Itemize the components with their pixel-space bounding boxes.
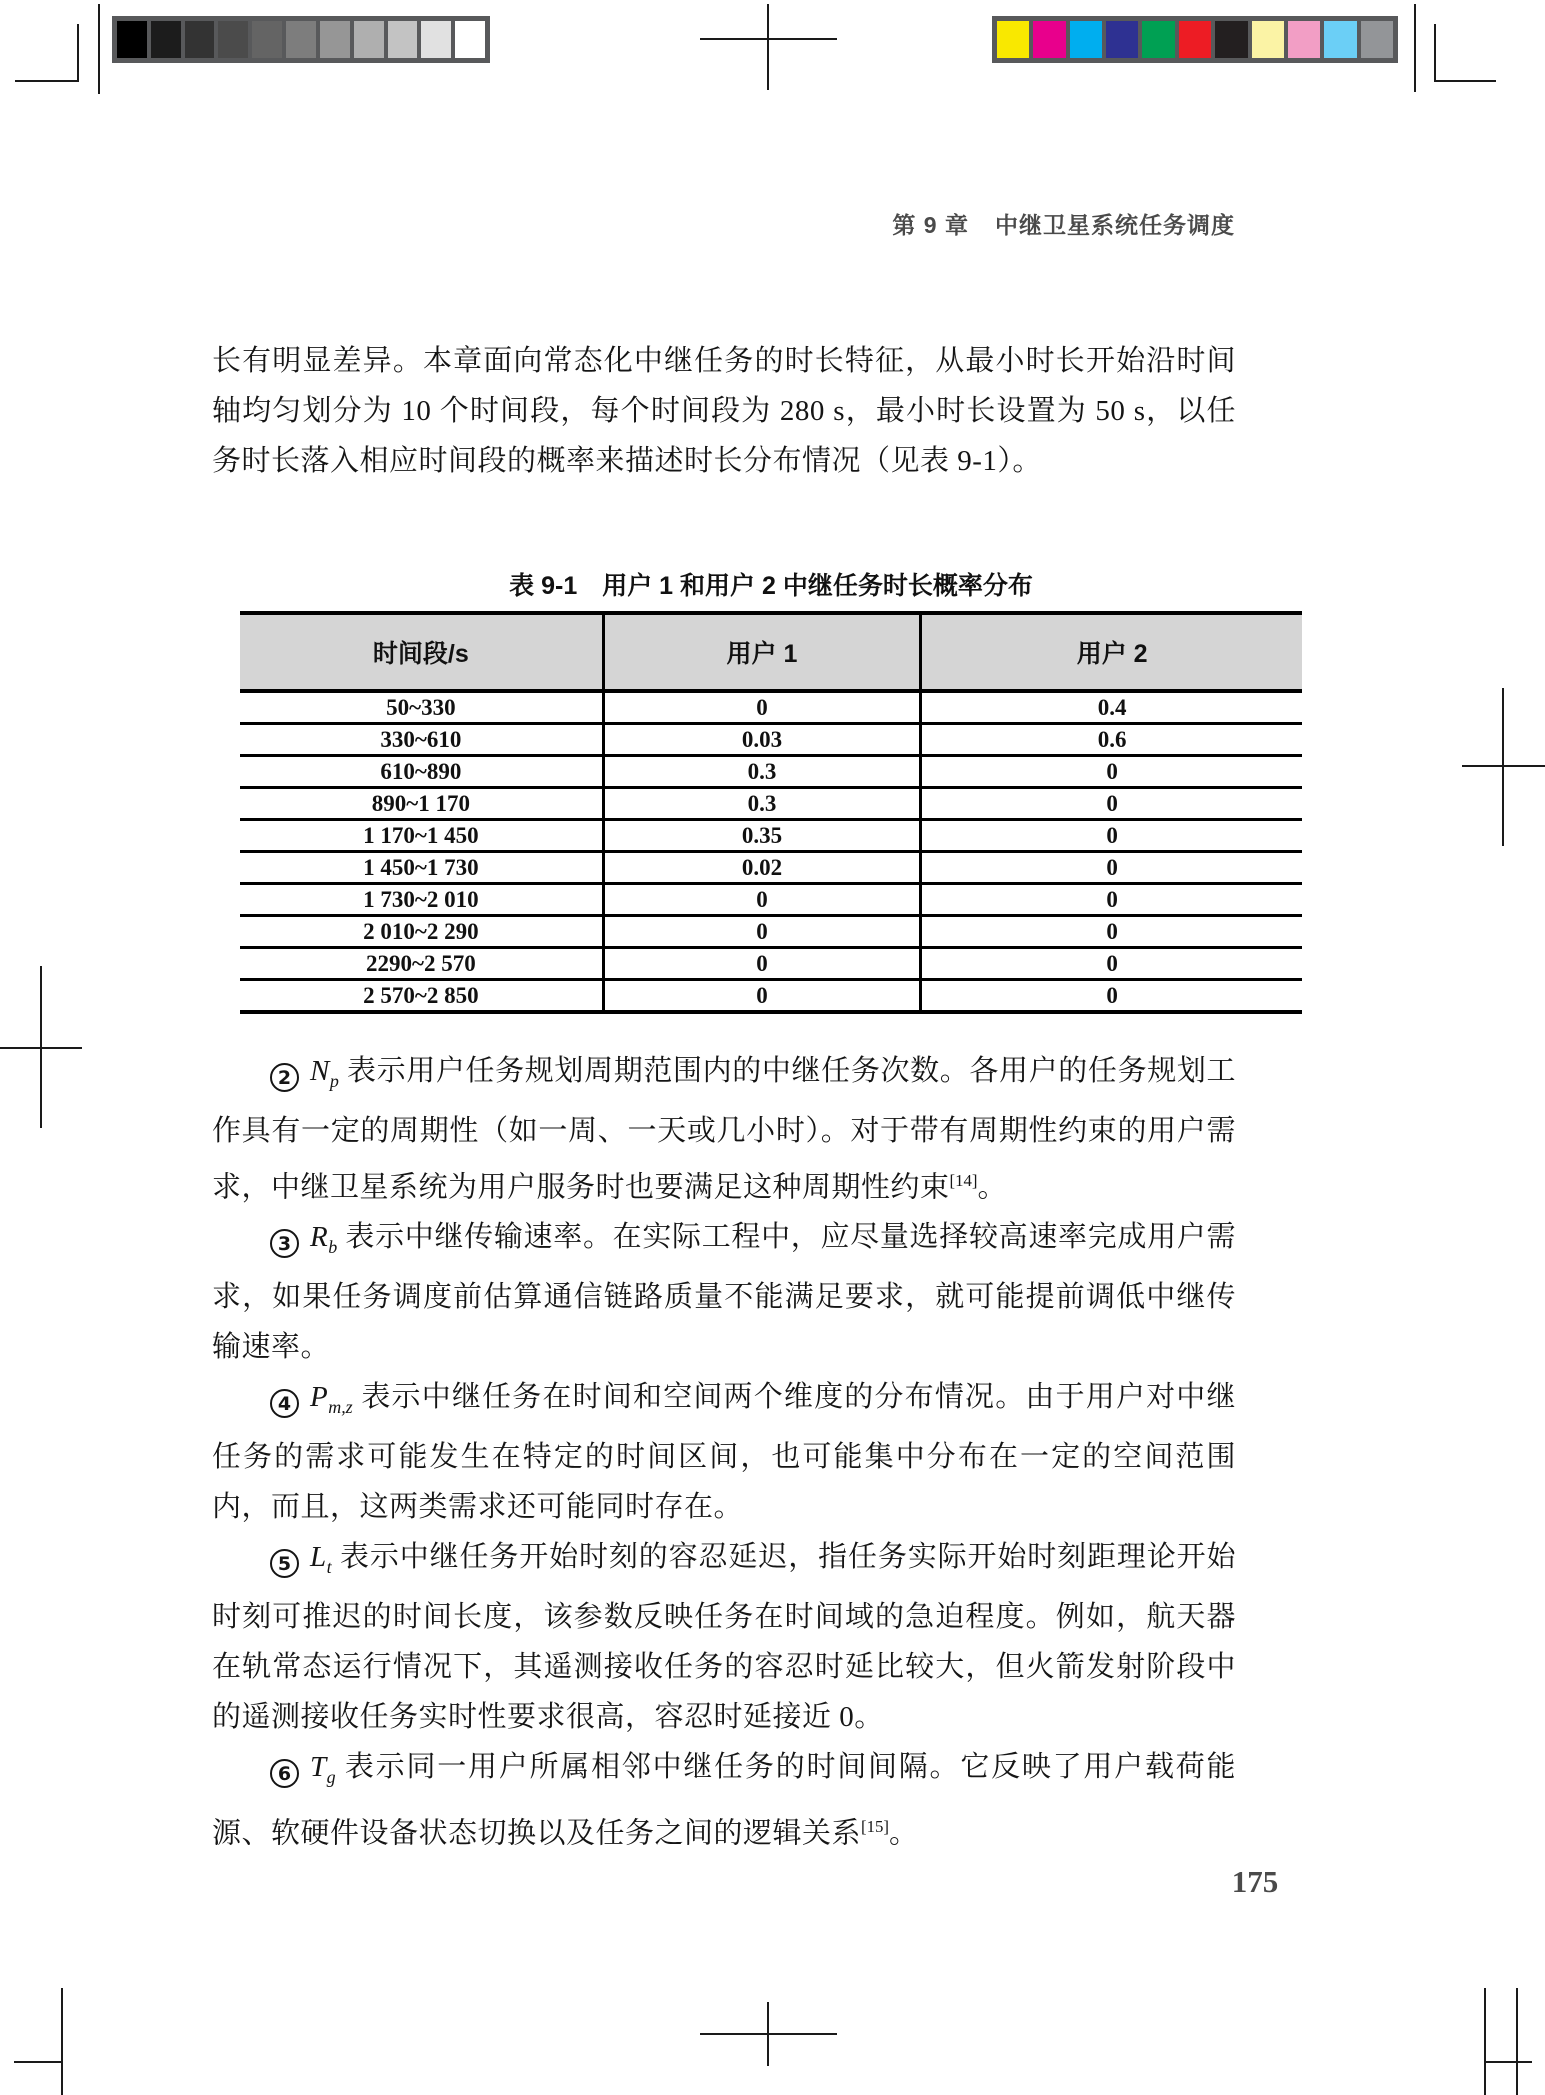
numbered-paragraphs [212,1046,1236,1858]
table-cell: 0 [921,788,1302,820]
calibration-swatch [1324,21,1356,58]
calibration-swatch [388,21,418,58]
calibration-swatch [421,21,451,58]
table-cell: 2 010~2 290 [240,916,603,948]
page-number: 175 [1231,1864,1279,1899]
table-cell: 2 570~2 850 [240,980,603,1013]
table-cell: 0.3 [603,756,921,788]
calibration-swatch [320,21,350,58]
circled-number: 6 [270,1759,299,1788]
calibration-swatch [185,21,215,58]
circled-number: 2 [270,1063,299,1092]
table-caption: 表 9-1 用户 1 和用户 2 中继任务时长概率分布 [509,572,1033,600]
table-row [240,724,1302,756]
table-header-row [240,613,1302,691]
crop-mark [1462,765,1545,767]
table-cell: 1 170~1 450 [240,820,603,852]
crop-mark [77,24,79,82]
table-cell: 0 [921,916,1302,948]
table-cell: 0 [921,980,1302,1013]
circled-number: 5 [270,1549,299,1578]
crop-mark [700,38,837,40]
table-cell: 0 [603,884,921,916]
color-calibration-bar [992,16,1398,63]
crop-mark [61,1988,63,2095]
calibration-swatch [286,21,316,58]
grayscale-calibration-bar [112,16,490,63]
table-cell: 330~610 [240,724,603,756]
table-cell: 0.6 [921,724,1302,756]
crop-mark [1484,1988,1486,2095]
table-row [240,852,1302,884]
table-cell: 0 [603,948,921,980]
table-cell: 890~1 170 [240,788,603,820]
item-6: 6 $T_g$ 表示同一用户所属相邻中继任务的时间间隔。它反映了用户载荷能源、软硬件设备状态切换以及任务之间的逻辑关系[15]。 [212,1750,1236,1850]
chapter-title: 中继卫星系统任务调度 [995,212,1235,238]
calibration-swatch [252,21,282,58]
calibration-swatch [1361,21,1393,58]
calibration-swatch [1252,21,1284,58]
table-row [240,948,1302,980]
calibration-swatch [997,21,1029,58]
crop-mark [1434,80,1496,82]
item-3: 3 $R_b$ 表示中继传输速率。在实际工程中，应尽量选择较高速率完成用户需求，如果任务调度前估算通信链路质量不能满足要求，就可能提前调低中继传输速率。 [212,1221,1236,1364]
crop-mark [1502,688,1504,846]
table-cell: 0.02 [603,852,921,884]
table-cell: 0 [603,916,921,948]
column-header: 用户 2 [921,613,1302,691]
calibration-swatch [1288,21,1320,58]
table-row [240,691,1302,724]
crop-mark [15,80,77,82]
table-cell: 0.4 [921,691,1302,724]
calibration-swatch [354,21,384,58]
calibration-swatch [1215,21,1247,58]
crop-mark [1484,2061,1532,2063]
table-cell: 610~890 [240,756,603,788]
table-cell: 0 [921,852,1302,884]
crop-mark [1434,24,1436,82]
table-cell: 0.35 [603,820,921,852]
calibration-swatch [1070,21,1102,58]
math-variable: $N_p$ [310,1055,339,1091]
calibration-swatch [1106,21,1138,58]
table-cell: 0 [921,884,1302,916]
math-variable: $P_{m,z}$ [310,1381,353,1418]
calibration-swatch [218,21,248,58]
item-5: 5 $L_t$ 表示中继任务开始时刻的容忍延迟，指任务实际开始时刻距理论开始时刻可推迟的时间长度，该参数反映任务在时间域的急迫程度。例如，航天器在轨常态运行情况下，其遥测接收任务的容忍时延比较大，但火箭发射阶段中的遥测接收任务实时性要求很高，容忍时延接近 0。 [212,1541,1236,1733]
calibration-swatch [1142,21,1174,58]
intro-paragraph: 长有明显差异。本章面向常态化中继任务的时长特征，从最小时长开始沿时间轴均匀划分为 10 个时间段，每个时间段为 280 s，最小时长设置为 50 s，以任务时长落入相应时间段的概率来描述时长分布情况（见表 9-1）。 [212,345,1236,477]
circled-number: 4 [270,1389,299,1418]
crop-mark [0,1047,82,1049]
table-row [240,820,1302,852]
calibration-swatch [1033,21,1065,58]
table-cell: 0.3 [603,788,921,820]
crop-mark [700,2033,837,2035]
table-row [240,916,1302,948]
table-cell: 2290~2 570 [240,948,603,980]
table-cell: 50~330 [240,691,603,724]
table-cell: 1 450~1 730 [240,852,603,884]
table-cell: 1 730~2 010 [240,884,603,916]
circled-number: 3 [270,1229,299,1258]
item-2: 2 $N_p$ 表示用户任务规划周期范围内的中继任务次数。各用户的任务规划工作具有一定的周期性（如一周、一天或几小时）。对于带有周期性约束的用户需求，中继卫星系统为用户服务时也要满足这种周期性约束[14]。 [212,1055,1236,1204]
table-cell: 0 [603,980,921,1013]
column-header: 用户 1 [603,613,921,691]
math-variable: $L_t$ [310,1541,332,1577]
crop-mark [1414,4,1416,92]
math-variable: $R_b$ [310,1221,338,1258]
crop-mark [14,2061,62,2063]
table-cell: 0 [921,756,1302,788]
item-4: 4 $P_{m,z}$ 表示中继任务在时间和空间两个维度的分布情况。由于用户对中继任务的需求可能发生在特定的时间区间，也可能集中分布在一定的空间范围内，而且，这两类需求还可能同时存在。 [212,1381,1236,1524]
probability-table [240,611,1302,1014]
running-header [212,207,1235,240]
citation-ref: [15] [861,1816,890,1836]
table-row [240,884,1302,916]
calibration-swatch [117,21,147,58]
citation-ref: [14] [949,1170,978,1190]
table-cell: 0 [603,691,921,724]
crop-mark [767,4,769,90]
column-header: 时间段/s [240,613,603,691]
table-row [240,756,1302,788]
crop-mark [98,4,100,94]
crop-mark [1516,1988,1518,2095]
table-cell: 0 [921,820,1302,852]
chapter-number: 第 9 章 [892,212,969,238]
table-row [240,980,1302,1013]
table-cell: 0.03 [603,724,921,756]
table-row [240,788,1302,820]
calibration-swatch [1179,21,1211,58]
math-variable: $T_g$ [310,1750,336,1787]
calibration-swatch [455,21,485,58]
table-cell: 0 [921,948,1302,980]
calibration-swatch [151,21,181,58]
